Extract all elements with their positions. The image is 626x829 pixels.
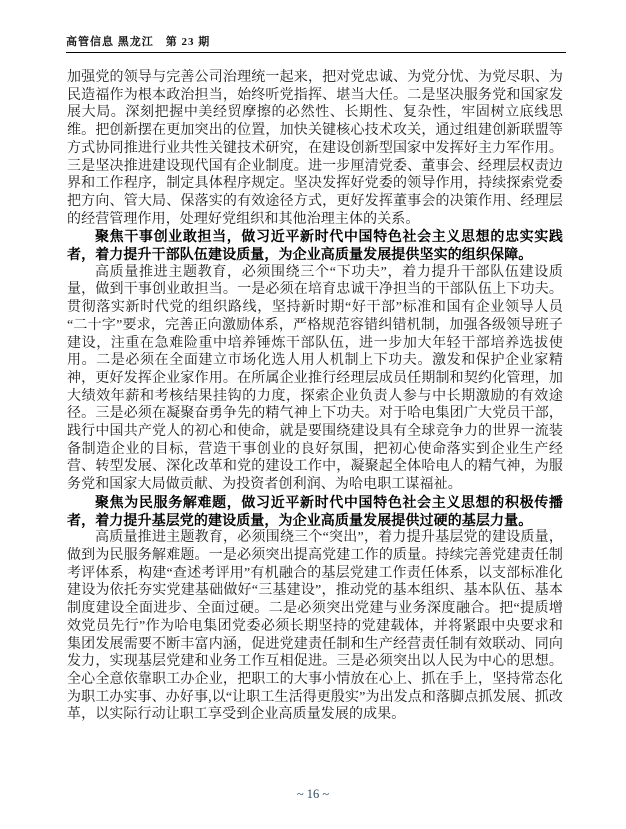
paragraph-body-1: 高质量推进主题教育，必须围绕三个“下功夫”，着力提升干部队伍建设质量，做到干事创业敢担当。一是必须在培育忠诚干净担当的干部队伍上下功夫。贯彻落实新时代党的组织路线，坚持新时期“好干部”标准和国有企业领导人员“二十字”要求，完善正向激励体系，严格规范容错纠错机制，加强各级领导班子建设，注重在急难险重中培养锤炼干部队伍，进一步加大年轻干部培养选拔使用。二是必须在全面建立市场化选人用人机制上下功夫。激发和保护企业家精神，更好发挥企业家作用。在所属企业推行经理层成员任期制和契约化管理，加大绩效年薪和考核结果挂钩的力度，探索企业负责人参与中长期激励的有效途径。三是必须在凝聚奋勇争先的精气神上下功夫。对于哈电集团广大党员干部，践行中国共产党人的初心和使命，就是要围绕建设具有全球竞争力的世界一流装备制造企业的目标，营造干事创业的良好氛围，把初心使命落实到企业生产经营、转型发展、深化改革和党的建设工作中，凝聚起全体哈电人的精气神，为服务党和国家大局做贡献、为投资者创利润、为哈电职工谋福祉。 [67, 264, 563, 493]
paragraph-bold-heading-1: 聚焦干事创业敢担当，做习近平新时代中国特色社会主义思想的忠实实践者，着力提升干部队伍建设质量，为企业高质量发展提供坚实的组织保障。 [67, 228, 563, 263]
journal-title: 高管信息 黑龙江 第 23 期 [66, 36, 211, 48]
page-number: ~ 16 ~ [296, 787, 330, 801]
paragraph-continuation: 加强党的领导与完善公司治理统一起来，把对党忠诚、为党分忧、为党尽职、为民造福作为根本政治担当，始终听党指挥、堪当大任。二是坚决服务党和国家发展大局。深刻把握中美经贸摩擦的必然性、长期性、复杂性，牢固树立底线思维。把创新摆在更加突出的位置，加快关键核心技术攻关，通过组建创新联盟等方式协同推进行业共性关键技术研究，在建设创新型国家中发挥好主力军作用。三是坚决推进建设现代国有企业制度。进一步厘清党委、董事会、经理层权责边界和工作程序，制定具体程序规定。坚决发挥好党委的领导作用，持续探索党委把方向、管大局、保落实的有效途径方式，更好发挥董事会的决策作用、经理层的经营管理作用，处理好党组织和其他治理主体的关系。 [67, 70, 563, 227]
paragraph-body-2: 高质量推进主题教育，必须围绕三个“突出”，着力提升基层党的建设质量，做到为民服务解难题。一是必须突出提高党建工作的质量。持续完善党建责任制考评体系，构建“查述考评用”有机融合的基层党建工作责任体系，以支部标准化建设为依托夯实党建基础做好“三基建设”，推动党的基本组织、基本队伍、基本制度建设全面进步、全面过硬。二是必须突出党建与业务深度融合。把“提质增效党员先行”作为哈电集团党委必须长期坚持的党建载体，并将紧跟中央要求和集团发展需要不断丰富内涵，促进党建责任制和生产经营责任制有效联动、同向发力，实现基层党建和业务工作互相促进。三是必须突出以人民为中心的思想。全心全意依靠职工办企业，把职工的大事小情放在心上、抓在手上，坚持常态化为职工办实事、办好事,以“让职工生活得更殷实”为出发点和落脚点抓发展、抓改革，以实际行动让职工享受到企业高质量发展的成果。 [67, 530, 563, 723]
paragraph-bold-heading-2: 聚焦为民服务解难题，做习近平新时代中国特色社会主义思想的积极传播者，着力提升基层党的建设质量，为企业高质量发展提供过硬的基层力量。 [67, 493, 563, 528]
body-text [67, 69, 563, 724]
page-footer [0, 787, 626, 802]
header-divider [66, 52, 566, 53]
page-header [66, 33, 566, 49]
